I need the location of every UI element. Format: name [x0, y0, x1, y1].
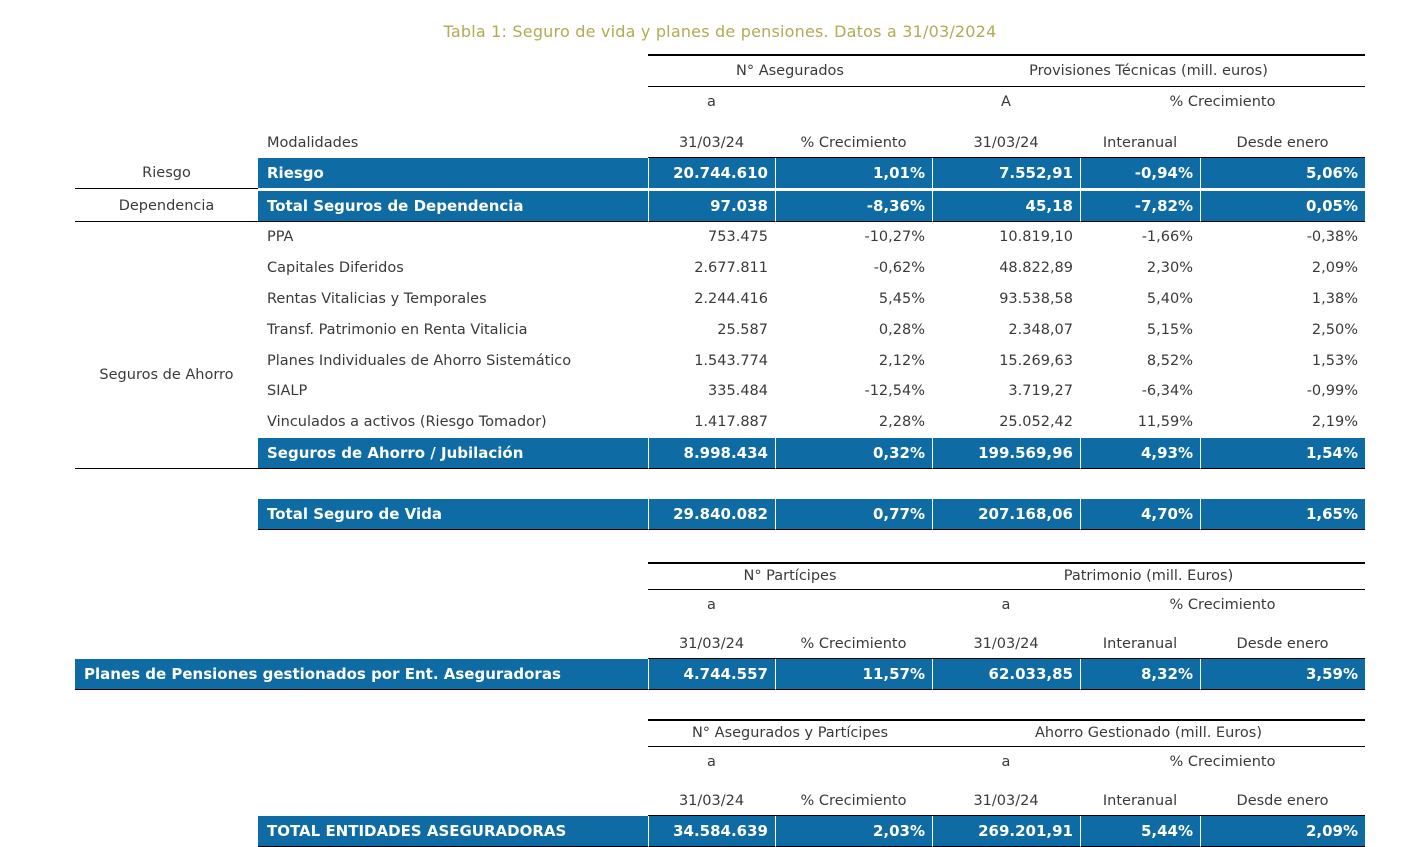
table-row	[75, 659, 1365, 690]
s3-subheader-a: a	[707, 753, 716, 770]
s2-subheader-pct-crecimiento: % Crecimiento	[1169, 596, 1276, 613]
value-cell: 62.033,85	[932, 659, 1080, 690]
value-cell: 8,32%	[1080, 659, 1200, 690]
spacer	[75, 690, 1365, 719]
row-label: Total Seguros de Dependencia	[258, 191, 648, 222]
table-row	[75, 253, 1365, 284]
spacer-cell	[258, 719, 648, 744]
spacer-cell	[75, 284, 258, 315]
value-cell: 1,38%	[1311, 290, 1358, 307]
s2-group-header-participes: N° Partícipes	[648, 562, 932, 590]
row-label: TOTAL ENTIDADES ASEGURADORAS	[258, 816, 648, 847]
s2-subheader-row-1	[75, 590, 1365, 620]
value-cell: 10.819,10	[999, 229, 1073, 246]
value-cell: 2.244.416	[694, 290, 768, 307]
value-cell: -0,62%	[873, 260, 925, 277]
s2-subheader-desde-enero: Desde enero	[1200, 620, 1365, 659]
value-cell: 207.168,06	[932, 499, 1080, 530]
value-cell: 2.677.811	[694, 260, 768, 277]
value-cell: 3,59%	[1200, 659, 1365, 690]
value-cell: 0,32%	[775, 438, 932, 469]
s1-subheader-interanual: Interanual	[1080, 117, 1200, 158]
value-cell: -10,27%	[864, 229, 925, 246]
spacer-cell	[75, 562, 258, 587]
value-cell: 0,77%	[775, 499, 932, 530]
value-cell: -6,34%	[1141, 383, 1193, 400]
row-label: SIALP	[267, 383, 308, 400]
value-cell: -0,99%	[1306, 383, 1358, 400]
value-cell: -0,94%	[1080, 158, 1200, 188]
spacer-cell	[75, 117, 258, 157]
s3-subheader-row-1	[75, 747, 1365, 777]
s3-subheader-row-2	[75, 777, 1365, 816]
table-row	[75, 314, 1365, 345]
value-cell: 2,09%	[1311, 260, 1358, 277]
spacer-cell	[258, 620, 648, 658]
value-cell: 11,59%	[1137, 414, 1193, 431]
table-row	[75, 407, 1365, 438]
table-row	[75, 284, 1365, 315]
s3-subheader-date-2: 31/03/24	[932, 777, 1080, 816]
value-cell: -1,66%	[1141, 229, 1193, 246]
side-label-dependencia: Dependencia	[75, 191, 258, 222]
spacer-cell	[75, 777, 258, 815]
s1-subheader-row-1	[75, 87, 1365, 117]
s2-subheader-date-1: 31/03/24	[648, 620, 775, 659]
spacer-cell	[75, 54, 258, 84]
value-cell: 335.484	[708, 383, 768, 400]
s3-subheader-date-1: 31/03/24	[648, 777, 775, 816]
value-cell: 93.538,58	[999, 290, 1073, 307]
row-label: Riesgo	[258, 158, 648, 188]
value-cell: 269.201,91	[932, 816, 1080, 847]
value-cell: 2.348,07	[1008, 321, 1073, 338]
side-label-riesgo: Riesgo	[75, 158, 258, 189]
report-table	[75, 20, 1365, 847]
s1-modalidades-header: Modalidades	[267, 135, 359, 151]
s1-group-header-provisiones: Provisiones Técnicas (mill. euros)	[932, 54, 1365, 87]
spacer-cell	[258, 87, 648, 117]
value-cell: 25.587	[717, 321, 768, 338]
spacer-cell	[75, 499, 258, 529]
table-row	[75, 158, 1365, 189]
value-cell: 4.744.557	[648, 659, 775, 690]
spacer	[75, 530, 1365, 562]
row-label: Vinculados a activos (Riesgo Tomador)	[267, 414, 547, 431]
spacer-cell	[75, 438, 258, 469]
value-cell: 0,05%	[1200, 191, 1365, 222]
value-cell: -12,54%	[864, 383, 925, 400]
s2-group-header-row	[75, 562, 1365, 590]
spacer-cell	[75, 253, 258, 284]
row-label: Seguros de Ahorro / Jubilación	[258, 438, 648, 469]
value-cell: 8,52%	[1146, 352, 1193, 369]
spacer-cell	[75, 314, 258, 345]
spacer-cell	[75, 590, 258, 620]
value-cell: -7,82%	[1080, 191, 1200, 222]
spacer-cell	[75, 222, 258, 253]
value-cell: 2,50%	[1311, 321, 1358, 338]
s1-subheader-row-2	[75, 117, 1365, 158]
value-cell: 48.822,89	[999, 260, 1073, 277]
value-cell: -0,38%	[1306, 229, 1358, 246]
row-label: Planes Individuales de Ahorro Sistemático	[267, 352, 572, 369]
value-cell: 29.840.082	[648, 499, 775, 530]
spacer-cell	[258, 562, 648, 587]
value-cell: 5,15%	[1146, 321, 1193, 338]
table-row	[75, 816, 1365, 847]
spacer-cell	[258, 54, 648, 84]
spacer-cell	[258, 747, 648, 777]
row-label: Planes de Pensiones gestionados por Ent. Aseguradoras	[75, 659, 648, 690]
value-cell: 0,28%	[878, 321, 925, 338]
value-cell: 5,06%	[1200, 158, 1365, 188]
spacer	[75, 469, 1365, 499]
row-label: Rentas Vitalicias y Temporales	[267, 290, 487, 307]
value-cell: -8,36%	[775, 191, 932, 222]
s1-subheader-desde-enero: Desde enero	[1200, 117, 1365, 158]
value-cell: 1,65%	[1200, 499, 1365, 530]
s3-group-header-row	[75, 719, 1365, 747]
value-cell: 5,44%	[1080, 816, 1200, 847]
value-cell: 45,18	[932, 191, 1080, 222]
value-cell: 4,93%	[1080, 438, 1200, 469]
value-cell: 15.269,63	[999, 352, 1073, 369]
table-row	[75, 499, 1365, 530]
value-cell: 199.569,96	[932, 438, 1080, 469]
spacer-cell	[775, 590, 932, 620]
row-label: Total Seguro de Vida	[258, 499, 648, 530]
s1-subheader-a: a	[707, 94, 716, 110]
spacer-cell	[75, 87, 258, 117]
s1-subheader-date-1: 31/03/24	[648, 117, 775, 158]
table-title: Tabla 1: Seguro de vida y planes de pensiones. Datos a 31/03/2024	[443, 22, 997, 41]
value-cell: 1,54%	[1200, 438, 1365, 469]
value-cell: 2,03%	[775, 816, 932, 847]
s2-subheader-date-2: 31/03/24	[932, 620, 1080, 659]
spacer-cell	[75, 747, 258, 777]
s2-group-header-patrimonio: Patrimonio (mill. Euros)	[932, 562, 1365, 590]
table-row	[75, 376, 1365, 407]
value-cell: 2,09%	[1200, 816, 1365, 847]
row-label: Transf. Patrimonio en Renta Vitalicia	[267, 321, 528, 338]
spacer-cell	[258, 777, 648, 815]
table-row	[75, 222, 1365, 253]
s3-subheader-a2: a	[1001, 753, 1011, 770]
s1-subheader-a2: A	[1001, 94, 1011, 110]
side-label-seguros-de-ahorro: Seguros de Ahorro	[99, 367, 234, 383]
spacer-cell	[75, 620, 258, 658]
spacer-cell	[75, 407, 258, 438]
s2-subheader-row-2	[75, 620, 1365, 659]
value-cell: 8.998.434	[648, 438, 775, 469]
value-cell: 34.584.639	[648, 816, 775, 847]
value-cell: 2,28%	[878, 414, 925, 431]
s3-subheader-pct-crecimiento: % Crecimiento	[1169, 753, 1276, 770]
s1-subheader-date-2: 31/03/24	[932, 117, 1080, 158]
value-cell: 2,12%	[878, 352, 925, 369]
value-cell: 2,30%	[1146, 260, 1193, 277]
s3-subheader-desde-enero: Desde enero	[1200, 777, 1365, 816]
value-cell: 5,40%	[1146, 290, 1193, 307]
value-cell: 97.038	[648, 191, 775, 222]
value-cell: 3.719,27	[1008, 383, 1073, 400]
row-label: Capitales Diferidos	[267, 260, 404, 277]
value-cell: 1,53%	[1311, 352, 1358, 369]
value-cell: 11,57%	[775, 659, 932, 690]
s3-group-header-ahorro-gestionado: Ahorro Gestionado (mill. Euros)	[932, 719, 1365, 747]
s1-group-header-row	[75, 54, 1365, 87]
s3-subheader-interanual: Interanual	[1080, 777, 1200, 816]
spacer-cell	[258, 590, 648, 620]
s2-subheader-pct-1: % Crecimiento	[775, 620, 932, 659]
value-cell: 4,70%	[1080, 499, 1200, 530]
value-cell: 753.475	[708, 229, 768, 246]
s1-subheader-pct-1: % Crecimiento	[775, 117, 932, 158]
value-cell: 1,01%	[775, 158, 932, 188]
s3-group-header-asegurados-participes: N° Asegurados y Partícipes	[648, 719, 932, 747]
s2-subheader-a: a	[707, 596, 716, 613]
s2-subheader-a2: a	[1001, 596, 1011, 613]
value-cell: 20.744.610	[648, 158, 775, 188]
s3-subheader-pct-1: % Crecimiento	[775, 777, 932, 816]
value-cell: 25.052,42	[999, 414, 1073, 431]
s1-group-header-asegurados: N° Asegurados	[648, 54, 932, 87]
table-row	[75, 438, 1365, 469]
table-row	[75, 191, 1365, 222]
value-cell: 1.543.774	[694, 352, 768, 369]
table-row	[75, 345, 1365, 376]
spacer-cell	[75, 719, 258, 744]
value-cell: 5,45%	[878, 290, 925, 307]
s1-subheader-pct-crecimiento: % Crecimiento	[1169, 94, 1276, 110]
value-cell: 2,19%	[1311, 414, 1358, 431]
row-label: PPA	[267, 229, 294, 246]
spacer-cell	[75, 816, 258, 846]
value-cell: 7.552,91	[932, 158, 1080, 188]
value-cell: 1.417.887	[694, 414, 768, 431]
spacer-cell	[775, 747, 932, 777]
s2-subheader-interanual: Interanual	[1080, 620, 1200, 659]
spacer-cell	[775, 87, 932, 117]
